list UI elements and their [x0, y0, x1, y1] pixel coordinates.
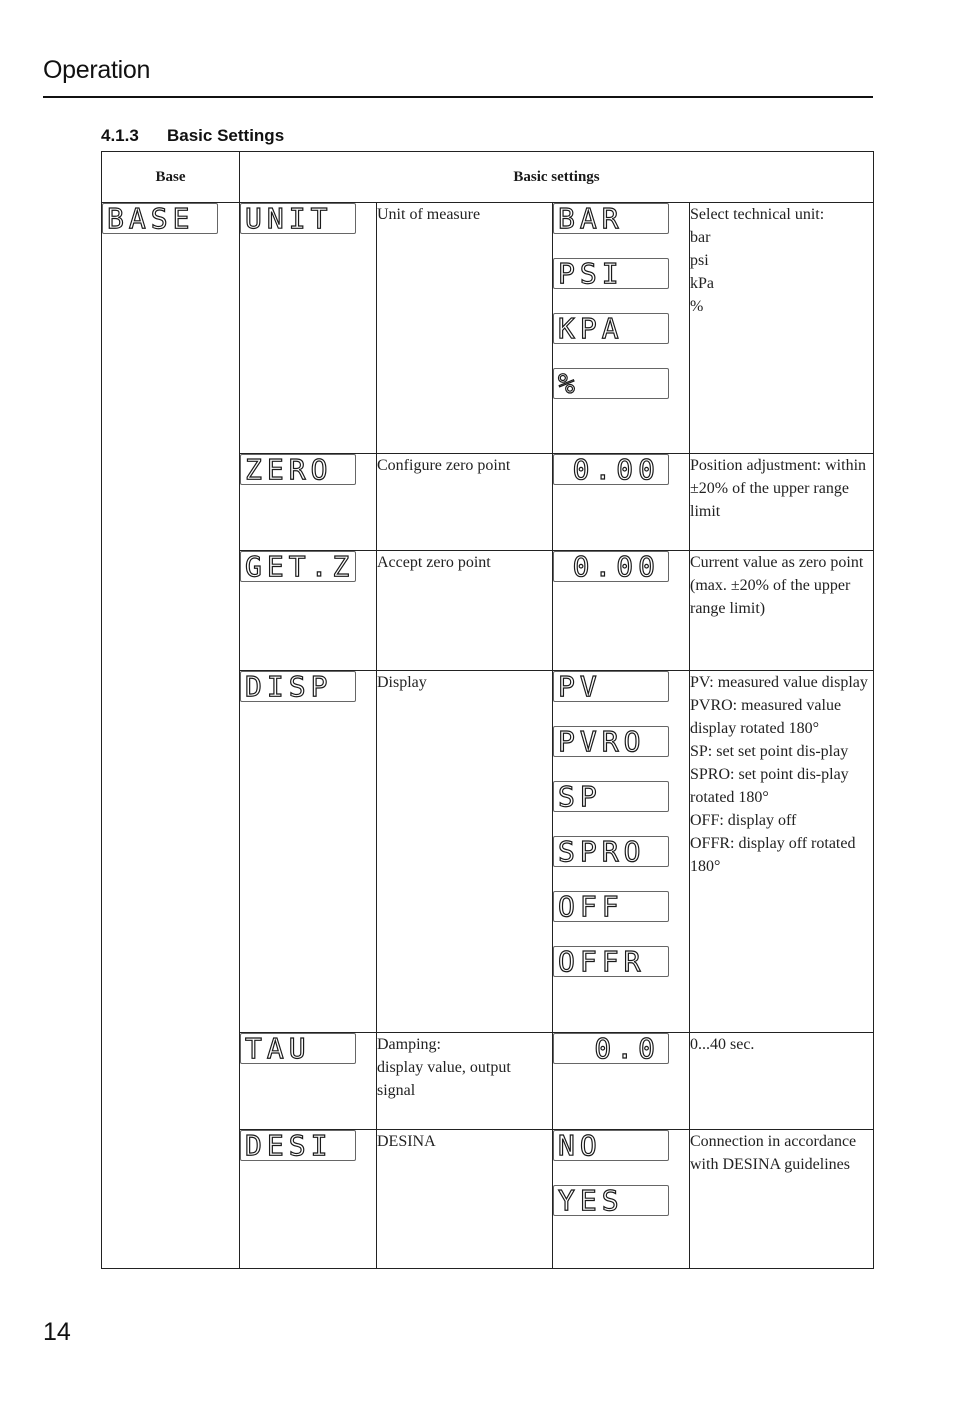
- lcd-display-value: [553, 836, 669, 867]
- lcd-text: SPRO: [558, 837, 646, 866]
- value-cell: [553, 1130, 690, 1269]
- lcd-display-value: [553, 1033, 669, 1064]
- param-cell: [240, 203, 377, 454]
- param-description: [690, 671, 874, 1033]
- lcd-text: BAR: [558, 204, 624, 233]
- lcd-display-base: [102, 203, 218, 234]
- lcd-digits: [241, 552, 355, 581]
- lcd-display-tau: [240, 1033, 356, 1064]
- lcd-display-value: [553, 203, 669, 234]
- lcd-display-value: [553, 891, 669, 922]
- lcd-digits: [554, 552, 668, 581]
- param-cell: [240, 454, 377, 551]
- lcd-display-unit: [240, 203, 356, 234]
- lcd-digits: [554, 455, 668, 484]
- param-label: Accept zero point: [377, 551, 553, 671]
- lcd-digits: [103, 204, 217, 233]
- param-cell: [240, 671, 377, 1033]
- lcd-text: GET.Z: [245, 552, 355, 581]
- description-line: %: [690, 298, 704, 315]
- lcd-display-value: [553, 671, 669, 702]
- lcd-display-value: [553, 551, 669, 582]
- lcd-display-value: [553, 368, 669, 399]
- lcd-text: NO: [558, 1131, 602, 1160]
- value-cell: [553, 1033, 690, 1130]
- lcd-digits: [554, 204, 668, 233]
- description-line: PV: measured value display: [690, 674, 868, 691]
- table-row: [102, 203, 874, 454]
- lcd-digits: [554, 1131, 668, 1160]
- param-description: [690, 203, 874, 454]
- lcd-digits: [554, 837, 668, 866]
- lcd-digits: [554, 314, 668, 343]
- param-label: Unit of measure: [377, 203, 553, 454]
- param-description: Current value as zero point (max. ±20% of the upper range limit): [690, 551, 874, 671]
- param-label: Configure zero point: [377, 454, 553, 551]
- base-cell: [102, 203, 240, 1269]
- param-description: Position adjustment: within ±20% of the upper range limit: [690, 454, 874, 551]
- param-cell: [240, 551, 377, 671]
- lcd-text: 0.0: [594, 1034, 660, 1063]
- lcd-text: OFFR: [558, 947, 646, 976]
- lcd-digits: [241, 1034, 355, 1063]
- lcd-digits: [554, 892, 668, 921]
- lcd-text: YES: [558, 1186, 624, 1215]
- description-line: psi: [690, 252, 709, 269]
- lcd-text: PVRO: [558, 727, 646, 756]
- lcd-display-zero: [240, 454, 356, 485]
- lcd-display-getz: [240, 551, 356, 582]
- page-number: 14: [43, 1318, 71, 1346]
- lcd-text: %: [558, 369, 580, 398]
- lcd-digits: [554, 1186, 668, 1215]
- param-description: 0...40 sec.: [690, 1033, 874, 1130]
- description-line: kPa: [690, 275, 714, 292]
- description-line: SPRO: set point dis-play rotated 180°: [690, 766, 849, 806]
- value-cell: [553, 454, 690, 551]
- section-heading: [101, 126, 284, 146]
- description-line: OFF: display off: [690, 812, 797, 829]
- lcd-digits: [554, 727, 668, 756]
- column-header-base: Base: [102, 152, 240, 203]
- lcd-text: KPA: [558, 314, 624, 343]
- param-cell: [240, 1033, 377, 1130]
- lcd-display-value: [553, 781, 669, 812]
- lcd-display-value: [553, 726, 669, 757]
- lcd-text: BASE: [107, 204, 195, 233]
- param-label: Display: [377, 671, 553, 1033]
- param-label: [377, 1033, 553, 1130]
- table-header-row: [102, 152, 874, 203]
- lcd-digits: [241, 204, 355, 233]
- value-cell: [553, 671, 690, 1033]
- lcd-text: PSI: [558, 259, 624, 288]
- label-line: display value, output signal: [377, 1059, 511, 1099]
- description-line: bar: [690, 229, 711, 246]
- description-line: OFFR: display off rotated 180°: [690, 835, 856, 875]
- lcd-text: DISP: [245, 672, 333, 701]
- param-description: Connection in accordance with DESINA guidelines: [690, 1130, 874, 1269]
- description-line: SP: set set point dis-play: [690, 743, 849, 760]
- description-line: Select technical unit:: [690, 206, 825, 223]
- lcd-text: ZERO: [245, 455, 333, 484]
- value-cell: [553, 551, 690, 671]
- lcd-digits: [554, 369, 668, 398]
- lcd-display-value: [553, 313, 669, 344]
- lcd-display-value: [553, 258, 669, 289]
- lcd-display-value: [553, 946, 669, 977]
- section-number: 4.1.3: [101, 126, 139, 145]
- param-label: DESINA: [377, 1130, 553, 1269]
- lcd-text: OFF: [558, 892, 624, 921]
- lcd-digits: [554, 672, 668, 701]
- label-line: Damping:: [377, 1036, 441, 1053]
- lcd-display-value: [553, 454, 669, 485]
- param-cell: [240, 1130, 377, 1269]
- lcd-digits: [554, 259, 668, 288]
- value-cell: [553, 203, 690, 454]
- lcd-digits: [241, 455, 355, 484]
- lcd-text: TAU: [245, 1034, 311, 1063]
- page-header-title: Operation: [43, 56, 151, 84]
- lcd-digits: [554, 947, 668, 976]
- lcd-text: DESI: [245, 1131, 333, 1160]
- lcd-display-value: [553, 1130, 669, 1161]
- column-header-basic-settings: Basic settings: [240, 152, 874, 203]
- lcd-text: 0.00: [572, 455, 660, 484]
- lcd-display-disp: [240, 671, 356, 702]
- lcd-digits: [241, 1131, 355, 1160]
- lcd-display-value: [553, 1185, 669, 1216]
- lcd-digits: [554, 782, 668, 811]
- lcd-text: 0.00: [572, 552, 660, 581]
- lcd-text: UNIT: [245, 204, 333, 233]
- header-rule: [43, 96, 873, 98]
- description-line: PVRO: measured value display rotated 180°: [690, 697, 842, 737]
- lcd-digits: [554, 1034, 668, 1063]
- lcd-text: PV: [558, 672, 602, 701]
- section-title: Basic Settings: [167, 126, 285, 145]
- lcd-display-desi: [240, 1130, 356, 1161]
- lcd-text: SP: [558, 782, 602, 811]
- lcd-digits: [241, 672, 355, 701]
- basic-settings-table: [101, 151, 874, 1269]
